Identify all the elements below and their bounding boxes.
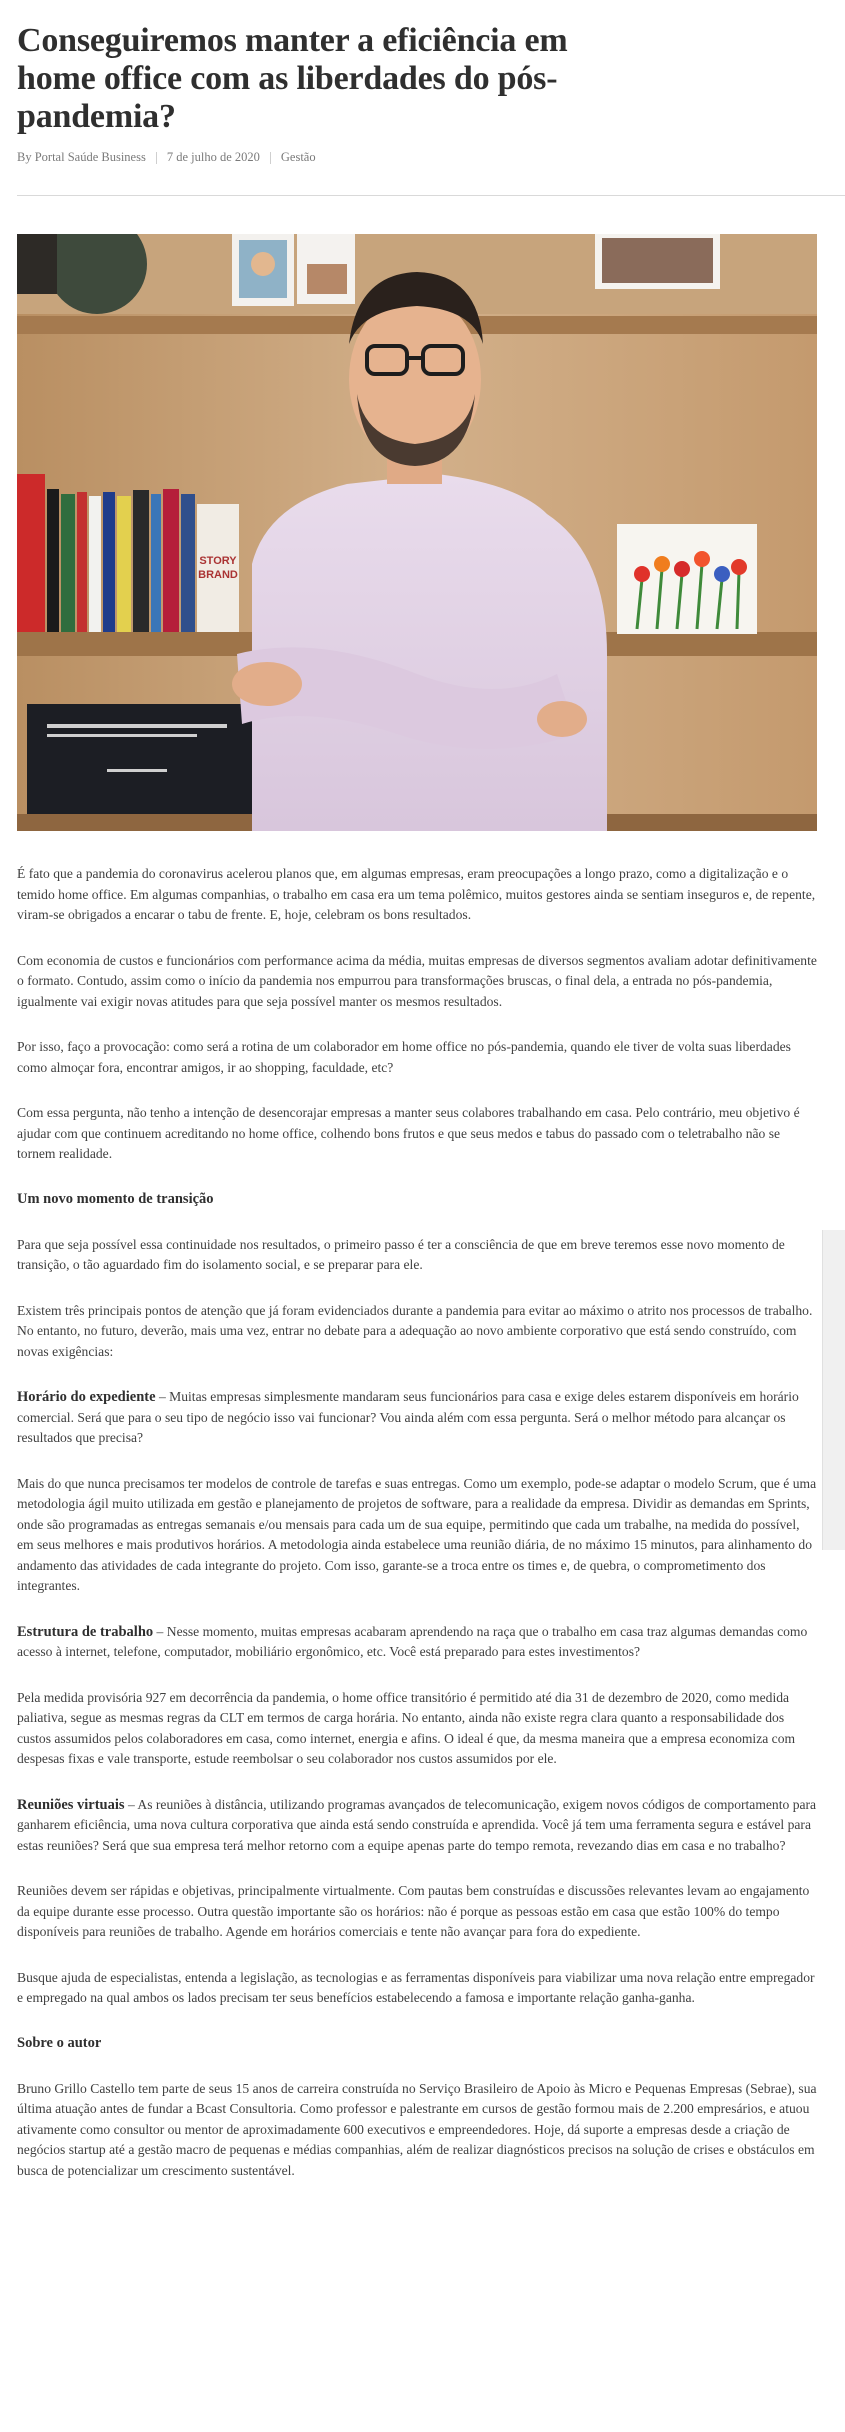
header-divider xyxy=(17,195,845,196)
article-hero-image xyxy=(17,234,817,831)
section-heading: Sobre o autor xyxy=(17,2034,102,2051)
paragraph: Pela medida provisória 927 em decorrência da pandemia, o home office transitório é permitido até dia 31 de dezembro de 2020, como medida paliativa, segue as mesmas regras da CLT em termos de carga horária. No entanto, ainda não existe regra clara quanto a responsabilidade dos custos assumidos pelos colaboradores em casa, como internet, energia e afins. O ideal é que, da mesma maneira que a empresa economiza com despesas fixas e vale transporte, estude reembolsar o seu colaborador nos custos assumidos por ele. xyxy=(17,1689,796,1766)
paragraph-text: – Nesse momento, muitas empresas acabaram aprendendo na raça que o trabalho em casa traz algumas demandas como acesso à internet, telefone, computador, mobiliário ergonômico, etc. Você está preparado para estes investimentos? xyxy=(17,1623,808,1659)
bold-term: Horário do expediente xyxy=(17,1389,156,1405)
paragraph xyxy=(17,1622,817,1663)
paragraph-text: – Muitas empresas simplesmente mandaram seus funcionários para casa e exige deles estarem disponíveis em horário comercial. Será que para o seu tipo de negócio isso vai funcionar? Vou ainda além com essa pergunta. Será o melhor método para alcançar os resultados que precisa? xyxy=(17,1389,799,1445)
paragraph: Busque ajuda de especialistas, entenda a legislação, as tecnologias e as ferramentas disponíveis para viabilizar uma nova relação entre empregador e empregado na qual ambos os lados precisam ter seus benefícios estabelecendo a famosa e importante relação ganha-ganha. xyxy=(17,1969,815,2005)
category-link[interactable]: Gestão xyxy=(280,150,316,164)
paragraph: Com economia de custos e funcionários com performance acima da média, muitas empresas de diversos segmentos avaliam adotar definitivamente o formato. Contudo, assim como o início da pandemia nos empurrou para transformações bruscas, o final dela, a entrada no pós-pandemia, igualmente vai exigir novas atitudes para que seja possível manter os mesmos resultados. xyxy=(17,952,817,1009)
article-meta xyxy=(17,150,817,165)
bold-term: Estrutura de trabalho xyxy=(17,1623,154,1640)
paragraph: Existem três principais pontos de atenção que já foram evidenciados durante a pandemia para evitar ao máximo o atrito nos processos de trabalho. No entanto, no futuro, deverão, mais uma vez, entrar no debate para a adequação ao novo ambiente corporativo que está sendo construído, com novas exigências: xyxy=(17,1302,813,1359)
author-link[interactable]: By Portal Saúde Business xyxy=(17,150,146,164)
paragraph: Mais do que nunca precisamos ter modelos de controle de tarefas e suas entregas. Como um exemplo, pode-se adaptar o modelo Scrum, que é uma metodologia ágil muito utilizada em gestão e planejamento de projetos de software, para a realidade da empresa. Dividir as demandas em Sprints, onde são programadas as entregas semanais e/ou mensais para cada um de sua equipe, permitindo que cada um trabalhe, na medida do possível, em seus melhores e mais produtivos horários. A metodologia ainda estabelece uma reunião diária, de no máximo 15 minutos, para alinhamento do andamento das atividades de cada integrante do projeto. Com isso, garante-se a troca entre os times e, de quebra, o comprometimento dos integrantes. xyxy=(17,1475,817,1593)
paragraph: Por isso, faço a provocação: como será a rotina de um colaborador em home office no pós-pandemia, quando ele tiver de volta suas liberdades como almoçar fora, encontrar amigos, ir ao shopping, faculdade, etc? xyxy=(17,1039,791,1075)
paragraph: Reuniões devem ser rápidas e objetivas, principalmente virtualmente. Com pautas bem construídas e discussões relevantes levam ao engajamento da equipe durante esse processo. Outra questão importante são os horários: não é porque as pessoas estão em casa que estão 100% do tempo disponíveis para reuniões de trabalho. Agende em horários comerciais e tente não avançar para fora do expediente. xyxy=(17,1883,810,1939)
paragraph: Com essa pergunta, não tenho a intenção de desencorajar empresas a manter seus colabores trabalhando em casa. Pelo contrário, meu objetivo é ajudar com que continuem acreditando no home office, colhendo bons frutos e que seus medos e tabus do passado com o teletrabalho não se tornem realidade. xyxy=(17,1105,800,1161)
portrait-photo xyxy=(17,234,817,831)
publish-date: 7 de julho de 2020 xyxy=(166,150,260,164)
meta-divider xyxy=(156,152,157,164)
paragraph-text: – As reuniões à distância, utilizando programas avançados de telecomunicação, exigem novos códigos de comportamento para ganharem eficiência, uma nova cultura corporativa que ainda está sendo construída e aprendida. Você já tem uma ferramenta segura e estável para estas reuniões? Será que sua empresa terá melhor retorno com a equipe apenas parte do tempo remota, revezando dias em casa e no trabalho? xyxy=(17,1796,817,1853)
paragraph: É fato que a pandemia do coronavirus acelerou planos que, em algumas empresas, eram preocupações a longo prazo, como a digitalização e o temido home office. Em algumas companhias, o trabalho em casa era um tema polêmico, muitos gestores ainda se sentiam inseguros e, de repente, viram-se obrigados a encarar o tabu de frente. E, hoje, celebram os bons resultados. xyxy=(17,866,816,922)
paragraph xyxy=(17,1387,817,1449)
bold-term: Reuniões virtuais xyxy=(17,1796,125,1813)
section-heading: Um novo momento de transição xyxy=(17,1190,214,1207)
article-body xyxy=(17,864,817,2181)
page-scrollbar[interactable] xyxy=(822,1230,845,1550)
svg-text:BRAND: BRAND xyxy=(198,569,238,581)
paragraph xyxy=(17,1795,817,1857)
meta-divider xyxy=(270,152,271,164)
paragraph: Para que seja possível essa continuidade nos resultados, o primeiro passo é ter a consciência de que em breve teremos esse novo momento de transição, o tão aguardado fim do isolamento social, e se preparar para ele. xyxy=(17,1236,785,1272)
page-title: Conseguiremos manter a eficiência em home office com as liberdades do pós-pandemia? xyxy=(17,22,568,135)
paragraph: Bruno Grillo Castello tem parte de seus 15 anos de carreira construída no Serviço Brasileiro de Apoio às Micro e Pequenas Empresas (Sebrae), sua última atuação antes de fundar a Bcast Consultoria. Como professor e palestrante em cursos de gestão formou mais de 2.200 empresários, e atuou ativamente como consultor ou mentor de aproximadamente 600 executivos e empreendedores. Hoje, dá suporte a empresas desde a criação de negócios startup até a gestão macro de pequenas e médias companhias, além de realizar diagnósticos precisos na solução de crises e obstáculos em busca de potencializar um crescimento sustentável. xyxy=(17,2080,817,2178)
article-container xyxy=(17,0,817,2181)
svg-text:STORY: STORY xyxy=(199,555,237,567)
